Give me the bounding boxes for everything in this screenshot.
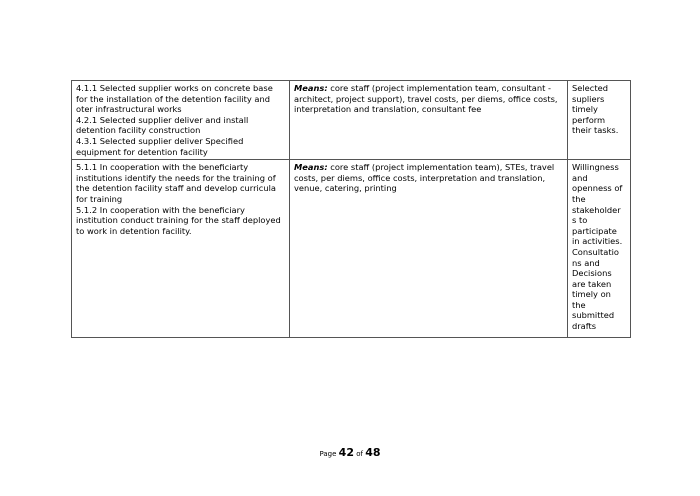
assumption-line: their tasks. bbox=[572, 125, 619, 136]
assumption-line: timely on bbox=[572, 289, 611, 300]
activity-line: 4.2.1 Selected supplier deliver and install bbox=[76, 114, 249, 125]
assumptions-cell bbox=[568, 81, 631, 160]
activities-cell bbox=[72, 81, 290, 160]
means-label: Means: bbox=[294, 162, 328, 173]
means-label: Means: bbox=[294, 83, 328, 93]
assumption-line: the bbox=[572, 299, 586, 310]
assumption-line: supliers bbox=[572, 93, 605, 104]
assumptions-cell bbox=[568, 160, 631, 338]
means-cell bbox=[290, 160, 568, 338]
page-label: Page bbox=[319, 450, 337, 458]
assumption-line: timely bbox=[572, 104, 598, 115]
page-number: 42 bbox=[338, 446, 354, 459]
assumption-line: drafts bbox=[572, 321, 597, 332]
logframe-table bbox=[71, 80, 631, 338]
activity-line: the detention facility staff and develop curricula bbox=[76, 183, 276, 194]
activities-cell bbox=[72, 160, 290, 338]
activity-line: 5.1.1 In cooperation with the beneficiarty bbox=[76, 162, 249, 173]
assumption-line: s to bbox=[572, 215, 588, 226]
table-row bbox=[72, 81, 631, 160]
assumption-line: submitted bbox=[572, 310, 615, 321]
activity-line: equipment for detention facility bbox=[76, 146, 208, 157]
assumption-line: stakeholder bbox=[572, 204, 621, 215]
activity-line: institution conduct training for the staff deployed bbox=[76, 215, 281, 226]
activity-line: for training bbox=[76, 193, 123, 204]
activity-line: to work in detention facility. bbox=[76, 225, 192, 236]
total-pages: 48 bbox=[365, 446, 381, 459]
means-text: core staff (project implementation team, consultant - architect, project support), travel costs, per diems, office costs, interpretation and translation, consultant fee bbox=[294, 83, 558, 115]
activity-line: 4.1.1 Selected supplier works on concrete base bbox=[76, 83, 273, 93]
assumption-line: Selected bbox=[572, 83, 608, 93]
assumption-line: in activities. bbox=[572, 236, 623, 247]
assumption-line: and bbox=[572, 172, 588, 183]
activity-line: oter infrastructural works bbox=[76, 104, 182, 115]
page-footer bbox=[0, 446, 700, 461]
activity-line: 4.3.1 Selected supplier deliver Specified bbox=[76, 135, 244, 146]
activity-line: detention facility construction bbox=[76, 125, 201, 136]
assumption-line: Consultatio bbox=[572, 246, 619, 257]
assumption-line: ns and bbox=[572, 257, 600, 268]
assumption-line: the bbox=[572, 193, 586, 204]
activity-line: 5.1.2 In cooperation with the beneficiary bbox=[76, 204, 245, 215]
assumption-line: perform bbox=[572, 114, 606, 125]
assumption-line: participate bbox=[572, 225, 617, 236]
assumption-line: Willingness bbox=[572, 162, 619, 173]
means-text: core staff (project implementation team), STEs, travel costs, per diems, office costs, interpretation and translation, venue, catering, printing bbox=[294, 162, 555, 194]
activity-line: for the installation of the detention facility and bbox=[76, 93, 271, 104]
activity-line: institutions identify the needs for the training of bbox=[76, 172, 276, 183]
table-row bbox=[72, 160, 631, 338]
assumption-line: openness of bbox=[572, 183, 623, 194]
of-label: of bbox=[356, 450, 363, 458]
means-cell bbox=[290, 81, 568, 160]
assumption-line: are taken bbox=[572, 278, 612, 289]
assumption-line: Decisions bbox=[572, 268, 612, 279]
